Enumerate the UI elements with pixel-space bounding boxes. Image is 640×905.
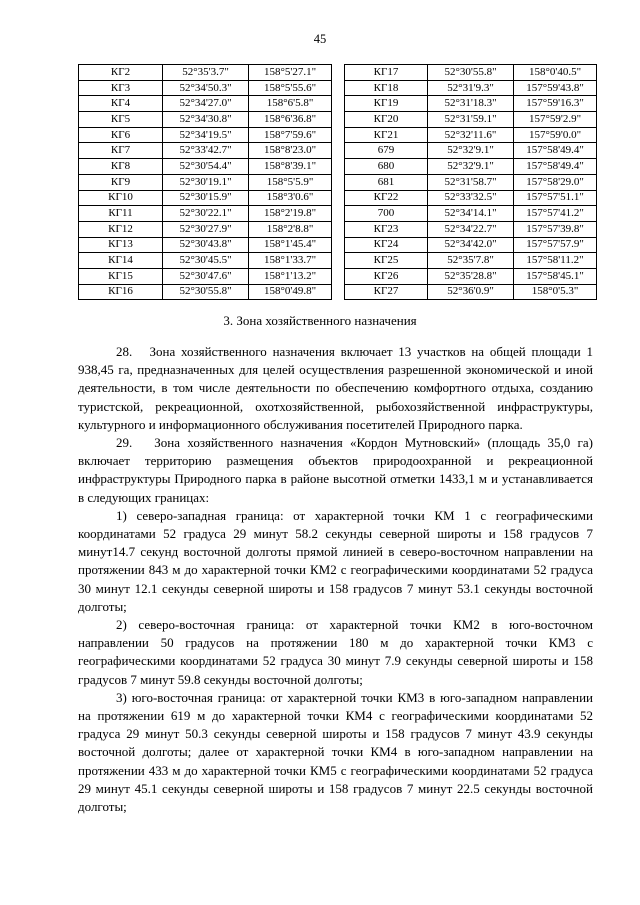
longitude-cell: 157°58'45.1" [514, 268, 597, 284]
latitude-cell: 52°34'14.1" [428, 206, 514, 222]
point-id-cell: КГ6 [79, 127, 163, 143]
longitude-cell: 157°58'11.2" [514, 253, 597, 269]
longitude-cell: 157°57'39.8" [514, 221, 597, 237]
point-id-cell: КГ4 [79, 96, 163, 112]
table-row [79, 80, 332, 96]
point-id-cell: КГ24 [345, 237, 428, 253]
table-row [345, 127, 597, 143]
longitude-cell: 157°58'29.0" [514, 174, 597, 190]
latitude-cell: 52°30'55.8" [428, 65, 514, 81]
table-row [345, 206, 597, 222]
point-id-cell: КГ16 [79, 284, 163, 300]
paragraph-boundary-northeast: 2) северо-восточная граница: от характерной точки КМ2 в юго-восточном направлении 50 градусов на протяжении 180 м до характерной точки КМ3 с географическими координатами 52 градуса 30 минут 7.9 секунды северной широты и 158 градусов 7 минут 59.8 секунды восточной долготы; [78, 617, 593, 687]
paragraph-29: 29. Зона хозяйственного назначения «Кордон Мутновский» (площадь 35,0 га) включает территорию размещения объектов природоохранной и рекреационной инфраструктуры Природного парка в районе высотной отметки 1433,1 м и устанавливается в следующих границах: [78, 435, 593, 505]
latitude-cell: 52°34'27.0" [163, 96, 249, 112]
latitude-cell: 52°33'42.7" [163, 143, 249, 159]
point-id-cell: 681 [345, 174, 428, 190]
point-id-cell: КГ26 [345, 268, 428, 284]
latitude-cell: 52°30'47.6" [163, 268, 249, 284]
table-row [79, 190, 332, 206]
longitude-cell: 158°5'55.6" [249, 80, 332, 96]
table-row [79, 96, 332, 112]
table-row [345, 65, 597, 81]
longitude-cell: 157°59'43.8" [514, 80, 597, 96]
latitude-cell: 52°30'27.9" [163, 221, 249, 237]
latitude-cell: 52°35'3.7" [163, 65, 249, 81]
table-row [345, 174, 597, 190]
longitude-cell: 157°59'0.0" [514, 127, 597, 143]
latitude-cell: 52°32'9.1" [428, 143, 514, 159]
latitude-cell: 52°31'58.7" [428, 174, 514, 190]
point-id-cell: КГ14 [79, 253, 163, 269]
coordinates-table-left-body [79, 65, 332, 300]
table-row [79, 268, 332, 284]
table-row [345, 190, 597, 206]
longitude-cell: 158°2'8.8" [249, 221, 332, 237]
point-id-cell: КГ23 [345, 221, 428, 237]
paragraph-boundary-northwest: 1) северо-западная граница: от характерной точки КМ 1 с географическими координатами 52 градуса 29 минут 58.2 секунды северной широты и 158 градусов 7 минут14.7 секунд восточной долготы прямой линией в северо-восточном направлении на протяжении 843 м до характерной точки КМ2 с географическими координатами 52 градуса 30 минут 12.1 секунды северной широты и 158 градусов 7 минут 53.1 секунды восточной долготы; [78, 507, 593, 614]
longitude-cell: 158°0'49.8" [249, 284, 332, 300]
latitude-cell: 52°30'15.9" [163, 190, 249, 206]
table-row [345, 96, 597, 112]
longitude-cell: 158°7'59.6" [249, 127, 332, 143]
point-id-cell: КГ22 [345, 190, 428, 206]
longitude-cell: 158°1'33.7" [249, 253, 332, 269]
page-number: 45 [313, 32, 327, 46]
table-row [79, 159, 332, 175]
table-row [79, 143, 332, 159]
longitude-cell: 158°1'13.2" [249, 268, 332, 284]
longitude-cell: 158°6'36.8" [249, 112, 332, 128]
longitude-cell: 158°2'19.8" [249, 206, 332, 222]
longitude-cell: 158°3'0.6" [249, 190, 332, 206]
latitude-cell: 52°35'28.8" [428, 268, 514, 284]
point-id-cell: КГ21 [345, 127, 428, 143]
longitude-cell: 158°6'5.8" [249, 96, 332, 112]
section-title: 3. Зона хозяйственного назначения [223, 313, 417, 328]
table-row [79, 112, 332, 128]
point-id-cell: КГ17 [345, 65, 428, 81]
body-text [78, 343, 593, 816]
point-id-cell: КГ20 [345, 112, 428, 128]
table-row [79, 65, 332, 81]
latitude-cell: 52°30'22.1" [163, 206, 249, 222]
table-row [345, 237, 597, 253]
point-id-cell: КГ9 [79, 174, 163, 190]
longitude-cell: 157°59'2.9" [514, 112, 597, 128]
longitude-cell: 157°57'57.9" [514, 237, 597, 253]
longitude-cell: 158°8'23.0" [249, 143, 332, 159]
longitude-cell: 157°59'16.3" [514, 96, 597, 112]
table-row [79, 127, 332, 143]
latitude-cell: 52°34'42.0" [428, 237, 514, 253]
point-id-cell: КГ15 [79, 268, 163, 284]
latitude-cell: 52°30'54.4" [163, 159, 249, 175]
latitude-cell: 52°30'45.5" [163, 253, 249, 269]
table-row [345, 80, 597, 96]
table-row [79, 206, 332, 222]
latitude-cell: 52°30'55.8" [163, 284, 249, 300]
longitude-cell: 158°0'5.3" [514, 284, 597, 300]
table-row [345, 268, 597, 284]
paragraph-28: 28. Зона хозяйственного назначения включает 13 участков на общей площади 1 938,45 га, предназначенных для целей осуществления разрешенной экономической и иной деятельности, в том числе деятельности по обеспечению комфортного отдыха, созданию туристской, рекреационной, охотхозяйственной, рыбохозяйственной инфраструктуры, культурного и информационного обслуживания посетителей Природного парка. [78, 344, 593, 432]
longitude-cell: 158°5'27.1" [249, 65, 332, 81]
table-row [79, 174, 332, 190]
table-row [79, 221, 332, 237]
latitude-cell: 52°34'50.3" [163, 80, 249, 96]
point-id-cell: 680 [345, 159, 428, 175]
latitude-cell: 52°31'9.3" [428, 80, 514, 96]
latitude-cell: 52°32'11.6" [428, 127, 514, 143]
latitude-cell: 52°30'19.1" [163, 174, 249, 190]
point-id-cell: КГ13 [79, 237, 163, 253]
point-id-cell: КГ18 [345, 80, 428, 96]
table-row [345, 159, 597, 175]
point-id-cell: КГ25 [345, 253, 428, 269]
point-id-cell: КГ3 [79, 80, 163, 96]
longitude-cell: 158°5'5.9" [249, 174, 332, 190]
point-id-cell: КГ10 [79, 190, 163, 206]
longitude-cell: 158°1'45.4" [249, 237, 332, 253]
longitude-cell: 158°0'40.5" [514, 65, 597, 81]
longitude-cell: 157°57'51.1" [514, 190, 597, 206]
point-id-cell: 679 [345, 143, 428, 159]
table-row [345, 143, 597, 159]
table-row [79, 237, 332, 253]
point-id-cell: КГ5 [79, 112, 163, 128]
latitude-cell: 52°35'7.8" [428, 253, 514, 269]
table-row [345, 221, 597, 237]
table-row [79, 253, 332, 269]
point-id-cell: КГ19 [345, 96, 428, 112]
longitude-cell: 157°58'49.4" [514, 159, 597, 175]
coordinates-table-left [78, 64, 332, 300]
paragraph-boundary-southeast: 3) юго-восточная граница: от характерной точки КМ3 в юго-западном направлении на протяжении 619 м до характерной точки КМ4 с географическими координатами 52 градуса 29 минут 50.3 секунды северной широты и 158 градусов 7 минут 43.9 секунды восточной долготы; далее от характерной точки КМ4 в юго-западном направлении на протяжении 433 м до характерной точки КМ5 с географическими координатами 52 градуса 29 минут 45.1 секунды северной широты и 158 градусов 7 минут 22.5 секунды восточной долготы; [78, 689, 593, 815]
point-id-cell: 700 [345, 206, 428, 222]
latitude-cell: 52°32'9.1" [428, 159, 514, 175]
longitude-cell: 158°8'39.1" [249, 159, 332, 175]
point-id-cell: КГ7 [79, 143, 163, 159]
latitude-cell: 52°33'32.5" [428, 190, 514, 206]
table-row [345, 284, 597, 300]
point-id-cell: КГ8 [79, 159, 163, 175]
table-row [345, 253, 597, 269]
latitude-cell: 52°31'59.1" [428, 112, 514, 128]
point-id-cell: КГ12 [79, 221, 163, 237]
longitude-cell: 157°57'41.2" [514, 206, 597, 222]
latitude-cell: 52°34'30.8" [163, 112, 249, 128]
latitude-cell: 52°34'19.5" [163, 127, 249, 143]
latitude-cell: 52°36'0.9" [428, 284, 514, 300]
coordinates-table-right [344, 64, 597, 300]
table-row [79, 284, 332, 300]
longitude-cell: 157°58'49.4" [514, 143, 597, 159]
latitude-cell: 52°30'43.8" [163, 237, 249, 253]
point-id-cell: КГ2 [79, 65, 163, 81]
coordinates-table-right-body [345, 65, 597, 300]
point-id-cell: КГ11 [79, 206, 163, 222]
point-id-cell: КГ27 [345, 284, 428, 300]
table-row [345, 112, 597, 128]
latitude-cell: 52°31'18.3" [428, 96, 514, 112]
latitude-cell: 52°34'22.7" [428, 221, 514, 237]
